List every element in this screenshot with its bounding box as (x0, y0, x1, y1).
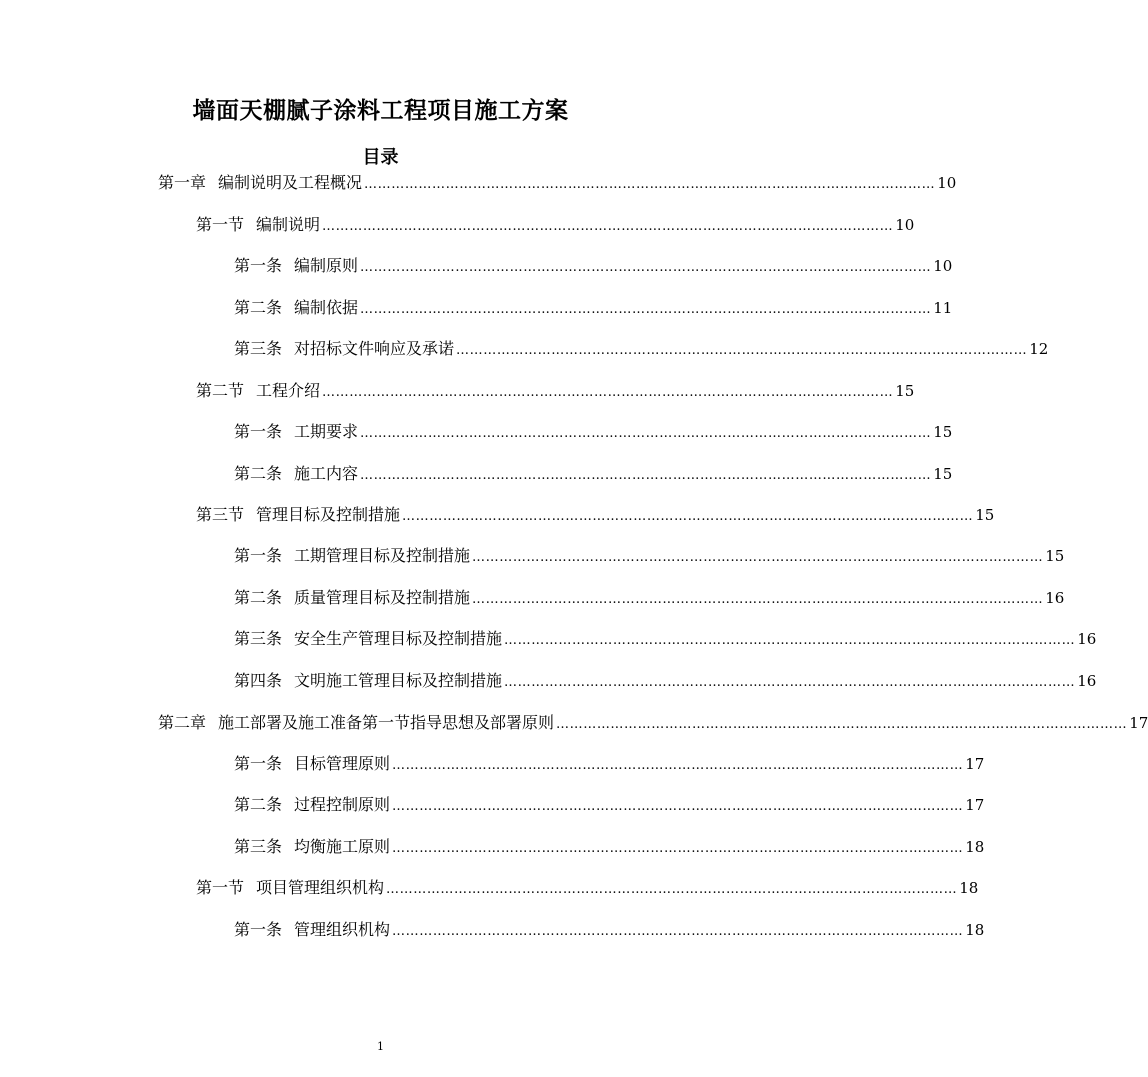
toc-dot-leader: ……………………………………………………………………………………………………………… (364, 177, 936, 192)
toc-dot-leader: ……………………………………………………………………………………………………………… (472, 550, 1044, 565)
toc-entry[interactable] (158, 712, 1148, 734)
toc-dot-leader: ……………………………………………………………………………………………………………… (386, 882, 958, 897)
toc-entry-label: 第一章 (158, 173, 207, 192)
toc-entry-label: 第二章 (158, 713, 207, 732)
toc-entry-page: 15 (975, 506, 995, 524)
toc-entry-page: 16 (1077, 672, 1097, 690)
toc-entry-page: 18 (959, 879, 979, 897)
toc-entry-page: 11 (933, 299, 953, 317)
toc-entry-page: 10 (895, 216, 915, 234)
document-title: 墙面天棚腻子涂料工程项目施工方案 (192, 98, 569, 124)
toc-dot-leader: ……………………………………………………………………………………………………………… (392, 924, 964, 939)
toc-entry[interactable] (234, 753, 985, 775)
toc-entry[interactable] (234, 338, 1049, 360)
toc-entry-label: 第二条 (234, 298, 283, 317)
toc-entry-page: 17 (965, 755, 985, 773)
toc-entry-label: 第一条 (234, 920, 283, 939)
toc-entry-page: 15 (895, 382, 915, 400)
toc-dot-leader: ……………………………………………………………………………………………………………… (360, 468, 932, 483)
toc-dot-leader: ……………………………………………………………………………………………………………… (456, 343, 1028, 358)
toc-entry-title: 对招标文件响应及承诺 (294, 339, 455, 358)
toc-entry[interactable] (234, 836, 985, 858)
toc-entry[interactable] (234, 670, 1097, 692)
toc-entry-title: 编制说明及工程概况 (218, 173, 363, 192)
toc-entry-page: 15 (933, 465, 953, 483)
toc-entry[interactable] (158, 172, 957, 194)
toc-entry[interactable] (234, 587, 1065, 609)
toc-entry[interactable] (234, 794, 985, 816)
toc-entry-title: 施工部署及施工准备第一节指导思想及部署原则 (218, 713, 555, 732)
toc-entry[interactable] (234, 919, 985, 941)
toc-entry-label: 第一条 (234, 422, 283, 441)
toc-entry-title: 编制依据 (294, 298, 359, 317)
toc-entry-title: 工期要求 (294, 422, 359, 441)
toc-entry-label: 第二条 (234, 588, 283, 607)
toc-entry-title: 管理组织机构 (294, 920, 391, 939)
toc-entry-title: 项目管理组织机构 (256, 878, 385, 897)
toc-entry-label: 第一条 (234, 754, 283, 773)
toc-entry-title: 质量管理目标及控制措施 (294, 588, 471, 607)
toc-dot-leader: ……………………………………………………………………………………………………………… (392, 799, 964, 814)
toc-entry-label: 第三节 (196, 505, 245, 524)
toc-entry-label: 第一节 (196, 215, 245, 234)
toc-entry-title: 安全生产管理目标及控制措施 (294, 629, 503, 648)
toc-dot-leader: ……………………………………………………………………………………………………………… (504, 633, 1076, 648)
toc-entry-title: 编制原则 (294, 256, 359, 275)
toc-entry-page: 16 (1045, 589, 1065, 607)
toc-dot-leader: ……………………………………………………………………………………………………………… (504, 675, 1076, 690)
toc-entry-page: 15 (1045, 547, 1065, 565)
toc-entry-page: 17 (1129, 714, 1148, 732)
toc-entry[interactable] (196, 877, 979, 899)
toc-entry[interactable] (234, 628, 1097, 650)
toc-entry[interactable] (196, 214, 915, 236)
toc-dot-leader: ……………………………………………………………………………………………………………… (402, 509, 974, 524)
toc-entry-page: 17 (965, 796, 985, 814)
toc-entry-page: 10 (933, 257, 953, 275)
toc-dot-leader: ……………………………………………………………………………………………………………… (322, 385, 894, 400)
toc-entry-label: 第三条 (234, 837, 283, 856)
toc-entry[interactable] (234, 463, 953, 485)
toc-entry-label: 第四条 (234, 671, 283, 690)
toc-entry-title: 文明施工管理目标及控制措施 (294, 671, 503, 690)
toc-heading: 目录 (362, 147, 399, 168)
toc-entry-page: 18 (965, 921, 985, 939)
toc-entry-title: 管理目标及控制措施 (256, 505, 401, 524)
toc-entry-title: 均衡施工原则 (294, 837, 391, 856)
toc-entry-label: 第二节 (196, 381, 245, 400)
toc-entry-page: 18 (965, 838, 985, 856)
toc-entry-label: 第一节 (196, 878, 245, 897)
toc-entry-page: 12 (1029, 340, 1049, 358)
toc-entry-page: 16 (1077, 630, 1097, 648)
toc-entry-page: 15 (933, 423, 953, 441)
toc-entry[interactable] (234, 255, 953, 277)
toc-entry-title: 编制说明 (256, 215, 321, 234)
toc-dot-leader: ……………………………………………………………………………………………………………… (322, 219, 894, 234)
toc-dot-leader: ……………………………………………………………………………………………………………… (360, 302, 932, 317)
toc-entry[interactable] (196, 380, 915, 402)
toc-entry-title: 施工内容 (294, 464, 359, 483)
toc-entry-title: 过程控制原则 (294, 795, 391, 814)
toc-entry-label: 第三条 (234, 629, 283, 648)
toc-dot-leader: ……………………………………………………………………………………………………………… (360, 426, 932, 441)
toc-dot-leader: ……………………………………………………………………………………………………………… (556, 717, 1128, 732)
toc-entry-label: 第一条 (234, 546, 283, 565)
toc-dot-leader: ……………………………………………………………………………………………………………… (392, 841, 964, 856)
page-number: 1 (377, 1040, 384, 1053)
toc-entry-page: 10 (937, 174, 957, 192)
toc-dot-leader: ……………………………………………………………………………………………………………… (360, 260, 932, 275)
toc-entry-title: 工程介绍 (256, 381, 321, 400)
toc-entry[interactable] (234, 421, 953, 443)
toc-dot-leader: ……………………………………………………………………………………………………………… (472, 592, 1044, 607)
toc-entry[interactable] (234, 297, 953, 319)
toc-entry-label: 第一条 (234, 256, 283, 275)
toc-entry-label: 第二条 (234, 795, 283, 814)
toc-entry[interactable] (196, 504, 995, 526)
toc-entry-title: 目标管理原则 (294, 754, 391, 773)
toc-entry-label: 第三条 (234, 339, 283, 358)
toc-entry-title: 工期管理目标及控制措施 (294, 546, 471, 565)
toc-entry[interactable] (234, 545, 1065, 567)
toc-entry-label: 第二条 (234, 464, 283, 483)
toc-dot-leader: ……………………………………………………………………………………………………………… (392, 758, 964, 773)
